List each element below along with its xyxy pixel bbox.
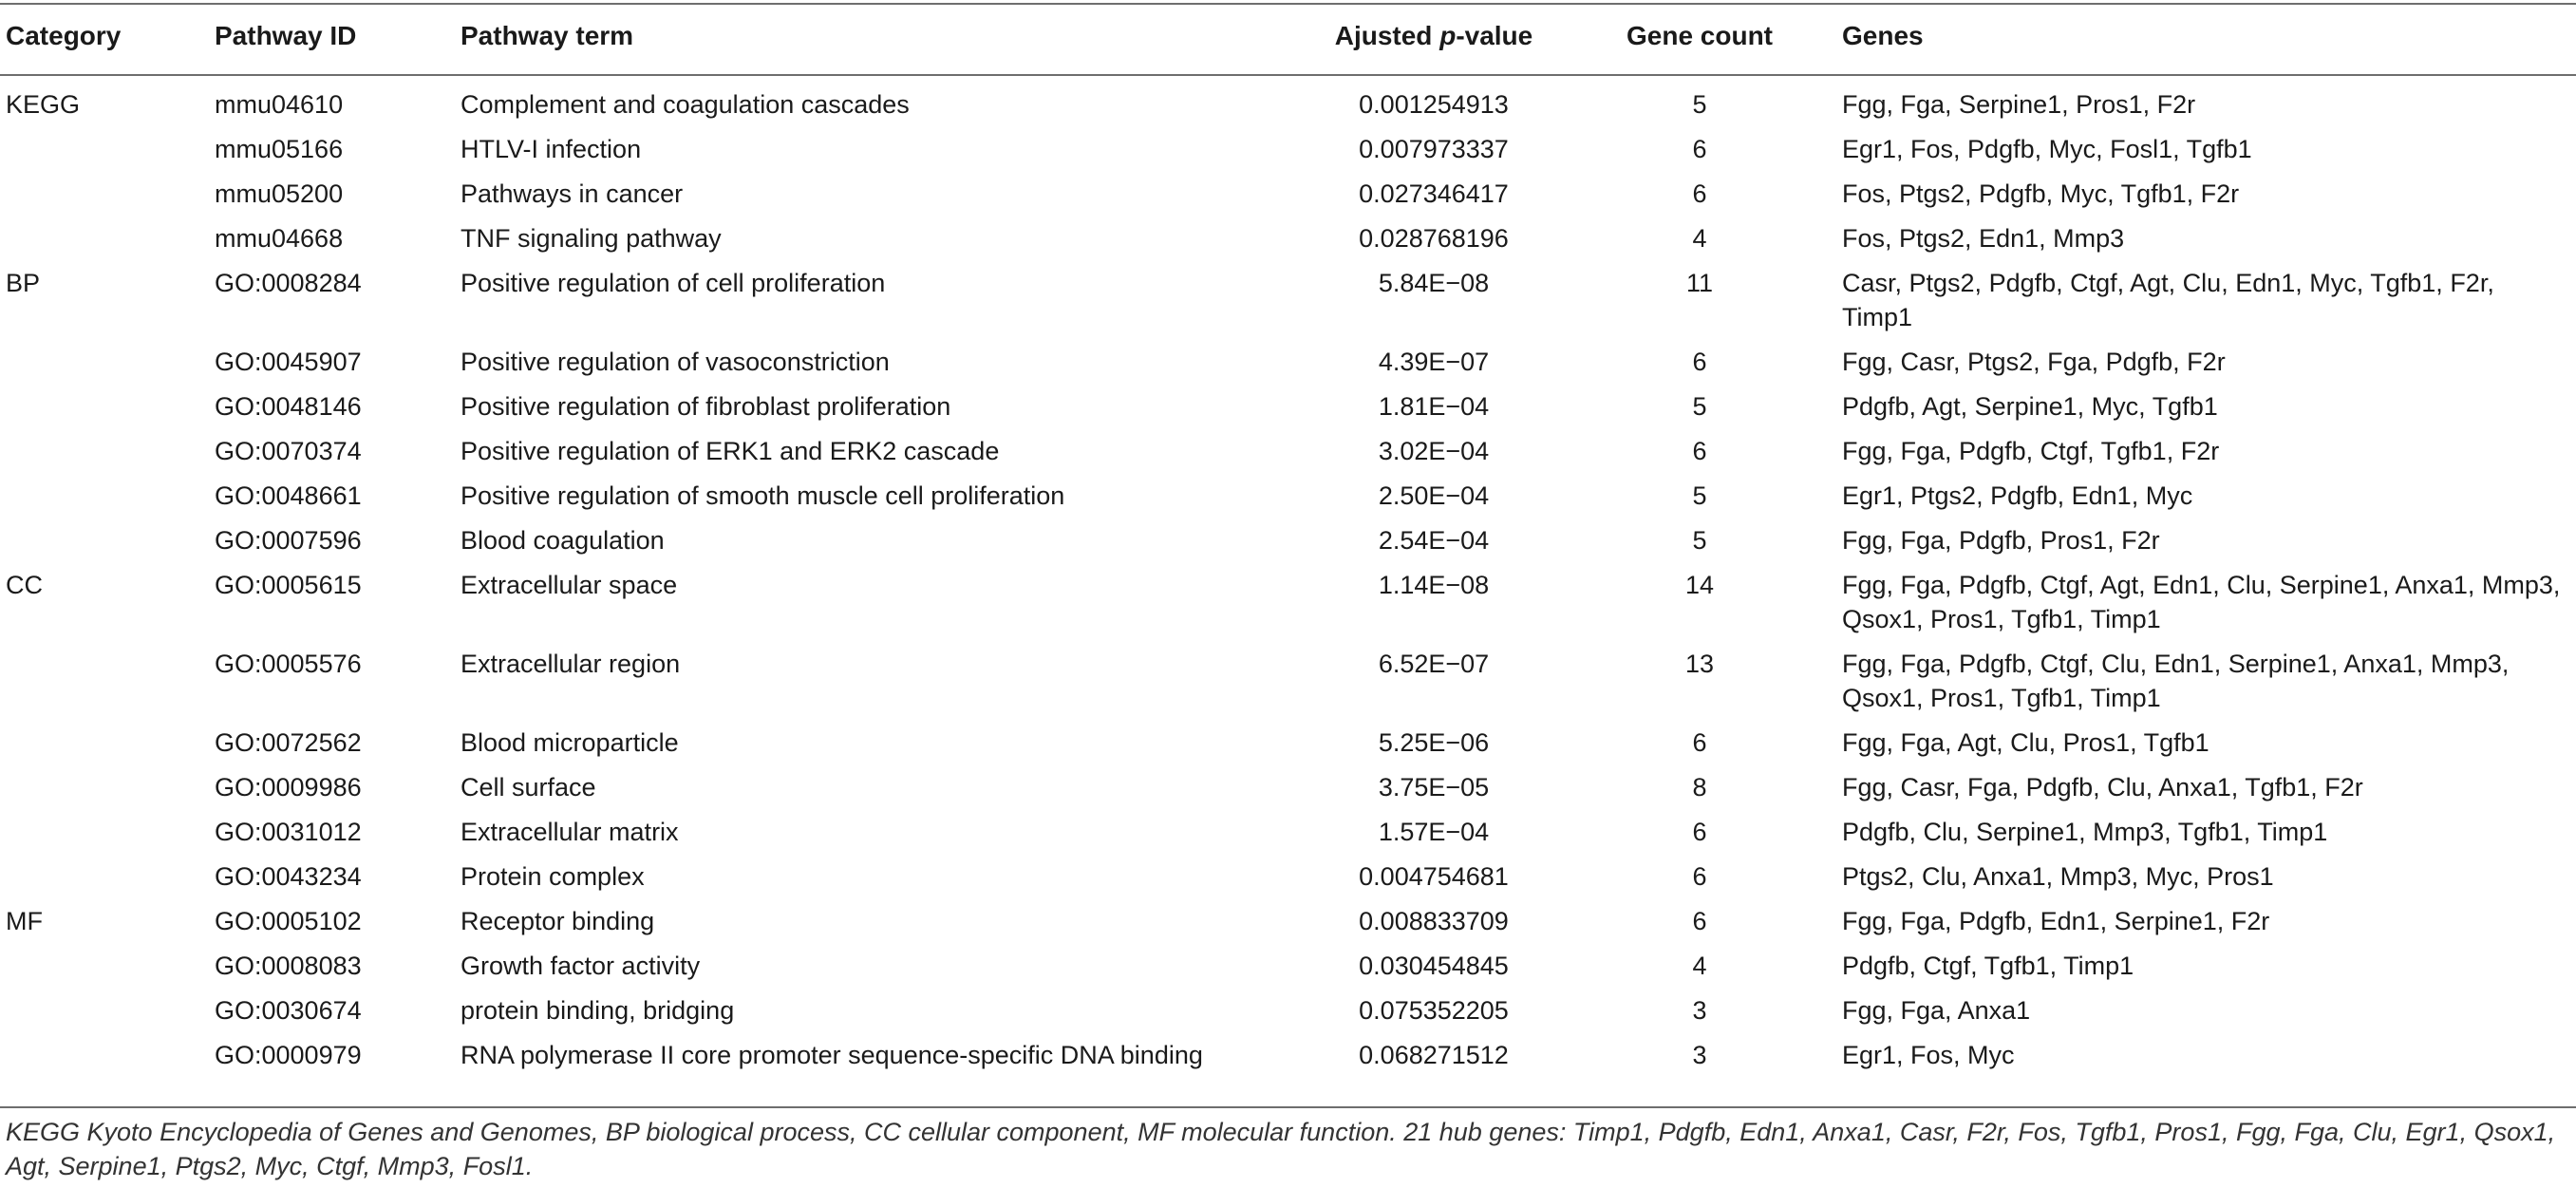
cell-pathway-id: GO:0005102 (215, 907, 362, 935)
cell-gene-count: 5 (1692, 526, 1707, 555)
table-row (0, 770, 2576, 815)
cell-pathway-id: GO:0043234 (215, 862, 362, 891)
cell-pathway-id: mmu04610 (215, 90, 344, 119)
cell-pathway-id: mmu05200 (215, 179, 344, 208)
cell-pathway-term: Positive regulation of smooth muscle cell proliferation (461, 481, 1065, 510)
cell-pathway-id: GO:0008284 (215, 269, 362, 297)
cell-p-value: 3.75E−05 (1378, 773, 1490, 801)
cell-pathway-term: Blood coagulation (461, 526, 665, 555)
cell-p-value: 0.004754681 (1359, 862, 1509, 891)
cell-gene-count: 3 (1692, 1041, 1707, 1069)
table-row (0, 949, 2576, 993)
cell-gene-count: 6 (1692, 818, 1707, 846)
header-pathway-term: Pathway term (461, 21, 634, 50)
cell-genes: Fgg, Fga, Pdgfb, Ctgf, Agt, Edn1, Clu, Serpine1, Anxa1, Mmp3, Qsox1, Pros1, Tgfb1, Timp1 (1842, 571, 2561, 633)
cell-p-value: 0.068271512 (1359, 1041, 1509, 1069)
cell-pathway-id: GO:0070374 (215, 437, 362, 465)
cell-pathway-id: GO:0048661 (215, 481, 362, 510)
cell-pathway-term: protein binding, bridging (461, 996, 735, 1025)
cell-pathway-term: Positive regulation of cell proliferation (461, 269, 886, 297)
cell-pathway-term: Protein complex (461, 862, 645, 891)
table-row (0, 726, 2576, 770)
cell-pathway-term: Positive regulation of fibroblast proliferation (461, 392, 951, 421)
table-row (0, 389, 2576, 434)
cell-gene-count: 11 (1685, 269, 1714, 297)
cell-pathway-term: Positive regulation of ERK1 and ERK2 cascade (461, 437, 1000, 465)
table-row (0, 434, 2576, 479)
table-footnote: KEGG Kyoto Encyclopedia of Genes and Genomes, BP biological process, CC cellular component, MF molecular function. 21 hub genes: Timp1, Pdgfb, Edn1, Anxa1, Casr, F2r, Fos, Tgfb1, Pros1, Fgg, Fga, Clu, Egr1, Qsox1, Agt, Serpine1, Ptgs2, Myc, Ctgf, Mmp3, Fosl1. (6, 1118, 2556, 1180)
cell-pathway-term: Positive regulation of vasoconstriction (461, 348, 890, 376)
cell-genes: Fgg, Casr, Ptgs2, Fga, Pdgfb, F2r (1842, 348, 2226, 376)
cell-pathway-term: TNF signaling pathway (461, 224, 722, 253)
cell-p-value: 0.028768196 (1359, 224, 1509, 253)
table-row (0, 647, 2576, 726)
header-genes: Genes (1842, 21, 1924, 50)
header-category: Category (6, 21, 122, 50)
table-row (0, 177, 2576, 221)
cell-genes: Fgg, Fga, Pdgfb, Ctgf, Clu, Edn1, Serpine1, Anxa1, Mmp3, Qsox1, Pros1, Tgfb1, Timp1 (1842, 650, 2510, 712)
cell-gene-count: 6 (1692, 728, 1707, 757)
table-row (0, 859, 2576, 904)
cell-p-value: 3.02E−04 (1378, 437, 1490, 465)
cell-category: MF (6, 907, 43, 935)
cell-pathway-term: Complement and coagulation cascades (461, 90, 910, 119)
cell-genes: Fgg, Fga, Serpine1, Pros1, F2r (1842, 90, 2196, 119)
cell-category: BP (6, 269, 41, 297)
table-row (0, 479, 2576, 523)
cell-p-value: 0.027346417 (1359, 179, 1509, 208)
header-bottom-rule (0, 74, 2576, 76)
cell-pathway-term: Extracellular region (461, 650, 681, 678)
cell-gene-count: 6 (1692, 348, 1707, 376)
cell-gene-count: 4 (1692, 224, 1707, 253)
cell-pathway-term: RNA polymerase II core promoter sequence-specific DNA binding (461, 1041, 1203, 1069)
cell-pathway-term: Extracellular matrix (461, 818, 679, 846)
cell-gene-count: 4 (1692, 952, 1707, 980)
cell-p-value: 1.57E−04 (1378, 818, 1490, 846)
table-top-rule (0, 3, 2576, 5)
cell-gene-count: 3 (1692, 996, 1707, 1025)
cell-gene-count: 6 (1692, 862, 1707, 891)
cell-p-value: 6.52E−07 (1378, 650, 1490, 678)
table-row (0, 568, 2576, 647)
header-pvalue-italic: p (1439, 21, 1457, 50)
table-row (0, 132, 2576, 177)
cell-gene-count: 5 (1692, 481, 1707, 510)
cell-pathway-term: Growth factor activity (461, 952, 701, 980)
cell-pathway-id: GO:0000979 (215, 1041, 362, 1069)
cell-genes: Fgg, Fga, Pdgfb, Edn1, Serpine1, F2r (1842, 907, 2270, 935)
cell-genes: Fos, Ptgs2, Pdgfb, Myc, Tgfb1, F2r (1842, 179, 2240, 208)
cell-p-value: 2.54E−04 (1378, 526, 1490, 555)
cell-pathway-id: GO:0008083 (215, 952, 362, 980)
cell-pathway-id: mmu05166 (215, 135, 344, 163)
cell-pathway-id: GO:0009986 (215, 773, 362, 801)
cell-gene-count: 14 (1684, 571, 1715, 599)
cell-genes: Egr1, Fos, Myc (1842, 1041, 2015, 1069)
cell-genes: Pdgfb, Ctgf, Tgfb1, Timp1 (1842, 952, 2134, 980)
cell-genes: Pdgfb, Agt, Serpine1, Myc, Tgfb1 (1842, 392, 2218, 421)
cell-genes: Casr, Ptgs2, Pdgfb, Ctgf, Agt, Clu, Edn1, Myc, Tgfb1, F2r, Timp1 (1842, 269, 2494, 331)
table-row (0, 221, 2576, 266)
cell-p-value: 4.39E−07 (1378, 348, 1490, 376)
table-row (0, 1038, 2576, 1083)
cell-pathway-id: GO:0031012 (215, 818, 362, 846)
cell-gene-count: 6 (1692, 135, 1707, 163)
cell-genes: Fgg, Fga, Pdgfb, Ctgf, Tgfb1, F2r (1842, 437, 2220, 465)
cell-pathway-term: Pathways in cancer (461, 179, 684, 208)
cell-p-value: 1.14E−08 (1378, 571, 1490, 599)
cell-p-value: 0.075352205 (1359, 996, 1509, 1025)
cell-pathway-term: Receptor binding (461, 907, 655, 935)
table-row (0, 904, 2576, 949)
cell-gene-count: 13 (1684, 650, 1715, 678)
cell-genes: Egr1, Ptgs2, Pdgfb, Edn1, Myc (1842, 481, 2193, 510)
cell-pathway-id: GO:0005576 (215, 650, 362, 678)
cell-genes: Ptgs2, Clu, Anxa1, Mmp3, Myc, Pros1 (1842, 862, 2274, 891)
cell-pathway-id: GO:0007596 (215, 526, 362, 555)
table-row (0, 815, 2576, 859)
cell-p-value: 5.84E−08 (1378, 269, 1490, 297)
cell-p-value: 0.008833709 (1359, 907, 1509, 935)
table-body (0, 87, 2576, 1083)
header-adjusted-p-value (1324, 19, 1544, 53)
cell-p-value: 5.25E−06 (1378, 728, 1490, 757)
cell-genes: Pdgfb, Clu, Serpine1, Mmp3, Tgfb1, Timp1 (1842, 818, 2328, 846)
table-row (0, 266, 2576, 345)
table-row (0, 523, 2576, 568)
table-row (0, 87, 2576, 132)
cell-p-value: 0.030454845 (1359, 952, 1509, 980)
header-gene-count: Gene count (1626, 21, 1773, 50)
table-bottom-rule (0, 1106, 2576, 1108)
cell-pathway-term: Extracellular space (461, 571, 678, 599)
cell-genes: Fgg, Fga, Pdgfb, Pros1, F2r (1842, 526, 2160, 555)
cell-gene-count: 6 (1692, 179, 1707, 208)
cell-gene-count: 5 (1692, 392, 1707, 421)
cell-pathway-id: GO:0005615 (215, 571, 362, 599)
cell-genes: Fos, Ptgs2, Edn1, Mmp3 (1842, 224, 2125, 253)
cell-pathway-id: GO:0072562 (215, 728, 362, 757)
cell-p-value: 0.007973337 (1359, 135, 1509, 163)
table-row (0, 345, 2576, 389)
cell-pathway-term: Cell surface (461, 773, 596, 801)
cell-pathway-term: Blood microparticle (461, 728, 679, 757)
cell-category: CC (6, 571, 43, 599)
cell-pathway-id: mmu04668 (215, 224, 344, 253)
table-row (0, 993, 2576, 1038)
cell-gene-count: 6 (1692, 907, 1707, 935)
cell-p-value: 1.81E−04 (1378, 392, 1490, 421)
cell-pathway-term: HTLV-I infection (461, 135, 642, 163)
cell-genes: Egr1, Fos, Pdgfb, Myc, Fosl1, Tgfb1 (1842, 135, 2252, 163)
cell-pathway-id: GO:0030674 (215, 996, 362, 1025)
cell-genes: Fgg, Fga, Anxa1 (1842, 996, 2031, 1025)
cell-genes: Fgg, Casr, Fga, Pdgfb, Clu, Anxa1, Tgfb1, F2r (1842, 773, 2363, 801)
cell-pathway-id: GO:0048146 (215, 392, 362, 421)
header-pathway-id: Pathway ID (215, 21, 357, 50)
cell-category: KEGG (6, 90, 81, 119)
cell-gene-count: 6 (1692, 437, 1707, 465)
cell-gene-count: 8 (1692, 773, 1707, 801)
cell-p-value: 0.001254913 (1359, 90, 1509, 119)
cell-pathway-id: GO:0045907 (215, 348, 362, 376)
cell-p-value: 2.50E−04 (1378, 481, 1490, 510)
header-pvalue-prefix: Ajusted (1334, 21, 1440, 50)
cell-gene-count: 5 (1692, 90, 1707, 119)
cell-genes: Fgg, Fga, Agt, Clu, Pros1, Tgfb1 (1842, 728, 2209, 757)
header-pvalue-suffix: -value (1456, 21, 1533, 50)
